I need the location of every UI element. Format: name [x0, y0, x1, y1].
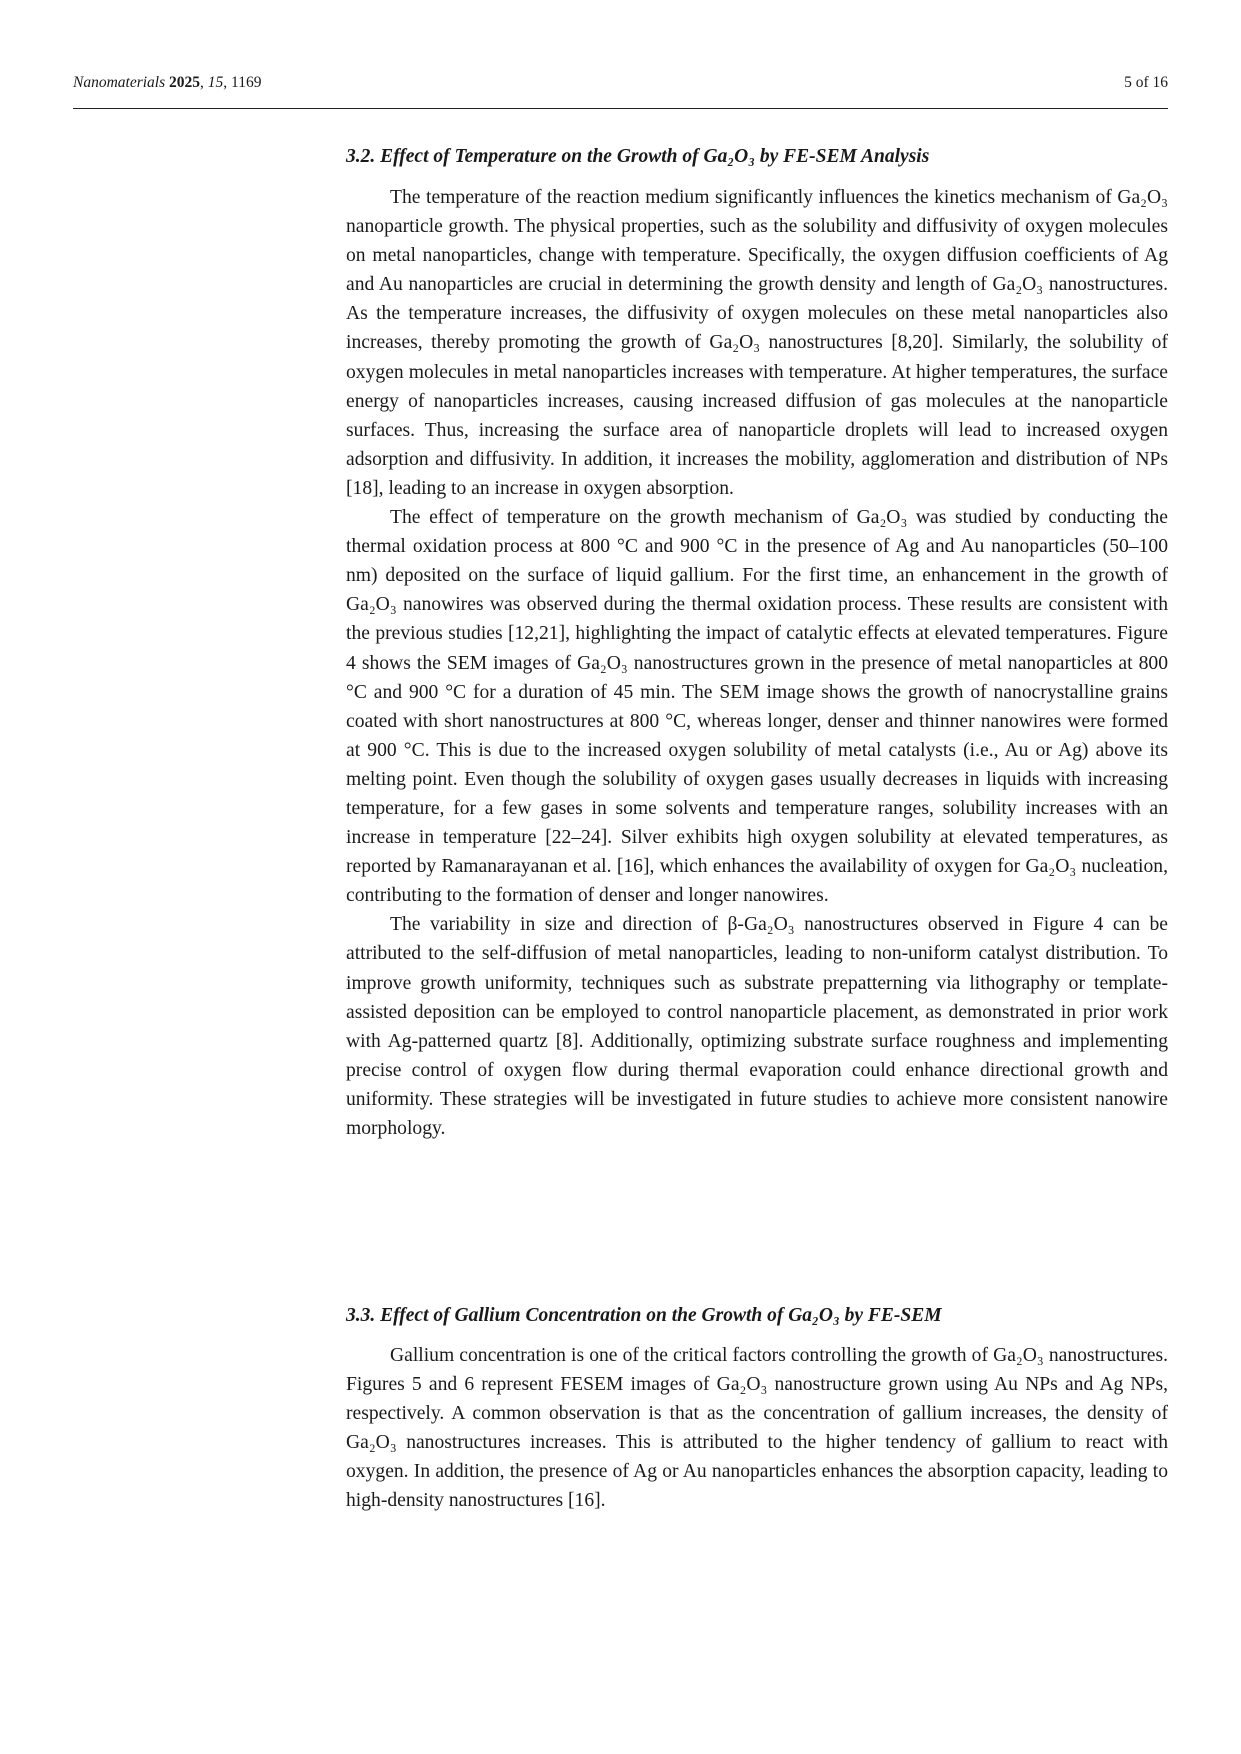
journal-citation: Nanomaterials 2025, 15, 1169: [73, 74, 262, 91]
journal-year: 2025: [169, 74, 201, 91]
page-header: [73, 72, 1168, 109]
section-3-2-body: [346, 183, 1168, 1143]
journal-name: Nanomaterials: [73, 74, 166, 91]
paragraph-3-2-2: The effect of temperature on the growth mechanism of Ga₂O₃ was studied by conducting the thermal oxidation process at 800 °C and 900 °C in the presence of Ag and Au nanoparticles (50–100 nm) deposited on the surface of liquid gallium. For the first time, an enhancement in the growth of Ga₂O₃ nanowires was observed during the thermal oxidation process. These results are consistent with the previous studies [12,21], highlighting the impact of catalytic effects at elevated temperatures. Figure 4 shows the SEM images of Ga₂O₃ nanostructures grown in the presence of metal nanoparticles at 800 °C and 900 °C for a duration of 45 min. The SEM image shows the growth of nanocrystalline grains coated with short nanostructures at 800 °C, whereas longer, denser and thinner nanowires were formed at 900 °C. This is due to the increased oxygen solubility of metal catalysts (i.e., Au or Ag) above its melting point. Even though the solubility of oxygen gases usually decreases in liquids with increasing temperature, for a few gases in some solvents and temperature ranges, solubility increases with an increase in temperature [22–24]. Silver exhibits high oxygen solubility at elevated temperatures, as reported by Ramanarayanan et al. [16], which enhances the availability of oxygen for Ga₂O₃ nucleation, contributing to the formation of denser and longer nanowires.: [346, 507, 1168, 907]
journal-volume: 15: [207, 74, 224, 91]
section-title: Effect of Gallium Concentration on the Growth of Ga₂O₃ by FE-SEM: [380, 1305, 942, 1326]
section-3-2-heading: [346, 144, 1168, 170]
paragraph-3-2-3: The variability in size and direction of β-Ga₂O₃ nanostructures observed in Figure 4 can be attributed to the self-diffusion of metal nanoparticles, leading to non-uniform catalyst distribution. To improve growth uniformity, techniques such as substrate prepatterning via lithography or template-assisted deposition can be employed to control nanoparticle placement, as demonstrated in prior work with Ag-patterned quartz [8]. Additionally, optimizing substrate surface roughness and implementing precise control of oxygen flow during thermal evaporation could enhance directional growth and uniformity. These strategies will be investigated in future studies to achieve more consistent nanowire morphology.: [346, 914, 1168, 1139]
section-3-3: [346, 1303, 1168, 1329]
page-number: 5 of 16: [1124, 74, 1168, 91]
section-3-3-body: [346, 1341, 1168, 1516]
section-title: Effect of Temperature on the Growth of Ga₂O₃ by FE-SEM Analysis: [380, 146, 930, 167]
section-3-3-heading: [346, 1303, 1168, 1329]
section-number: 3.2.: [346, 146, 376, 167]
section-3-2: [346, 144, 1168, 170]
paragraph-3-2-1: The temperature of the reaction medium significantly influences the kinetics mechanism of Ga₂O₃ nanoparticle growth. The physical properties, such as the solubility and diffusivity of oxygen molecules on metal nanoparticles, change with temperature. Specifically, the oxygen diffusion coefficients of Ag and Au nanoparticles are crucial in determining the growth density and length of Ga₂O₃ nanostructures. As the temperature increases, the diffusivity of oxygen molecules on these metal nanoparticles also increases, thereby promoting the growth of Ga₂O₃ nanostructures [8,20]. Similarly, the solubility of oxygen molecules in metal nanoparticles increases with temperature. At higher temperatures, the surface energy of nanoparticles increases, causing increased diffusion of gas molecules at the nanoparticle surfaces. Thus, increasing the surface area of nanoparticle droplets will lead to increased oxygen adsorption and diffusivity. In addition, it increases the mobility, agglomeration and distribution of NPs [18], leading to an increase in oxygen absorption.: [346, 187, 1168, 499]
article-number: 1169: [231, 74, 262, 91]
paragraph-3-3-1: Gallium concentration is one of the critical factors controlling the growth of Ga₂O₃ nanostructures. Figures 5 and 6 represent FESEM images of Ga₂O₃ nanostructure grown using Au NPs and Ag NPs, respectively. A common observation is that as the concentration of gallium increases, the density of Ga₂O₃ nanostructures increases. This is attributed to the higher tendency of gallium to react with oxygen. In addition, the presence of Ag or Au nanoparticles enhances the absorption capacity, leading to high-density nanostructures [16].: [346, 1345, 1168, 1512]
section-number: 3.3.: [346, 1305, 376, 1326]
